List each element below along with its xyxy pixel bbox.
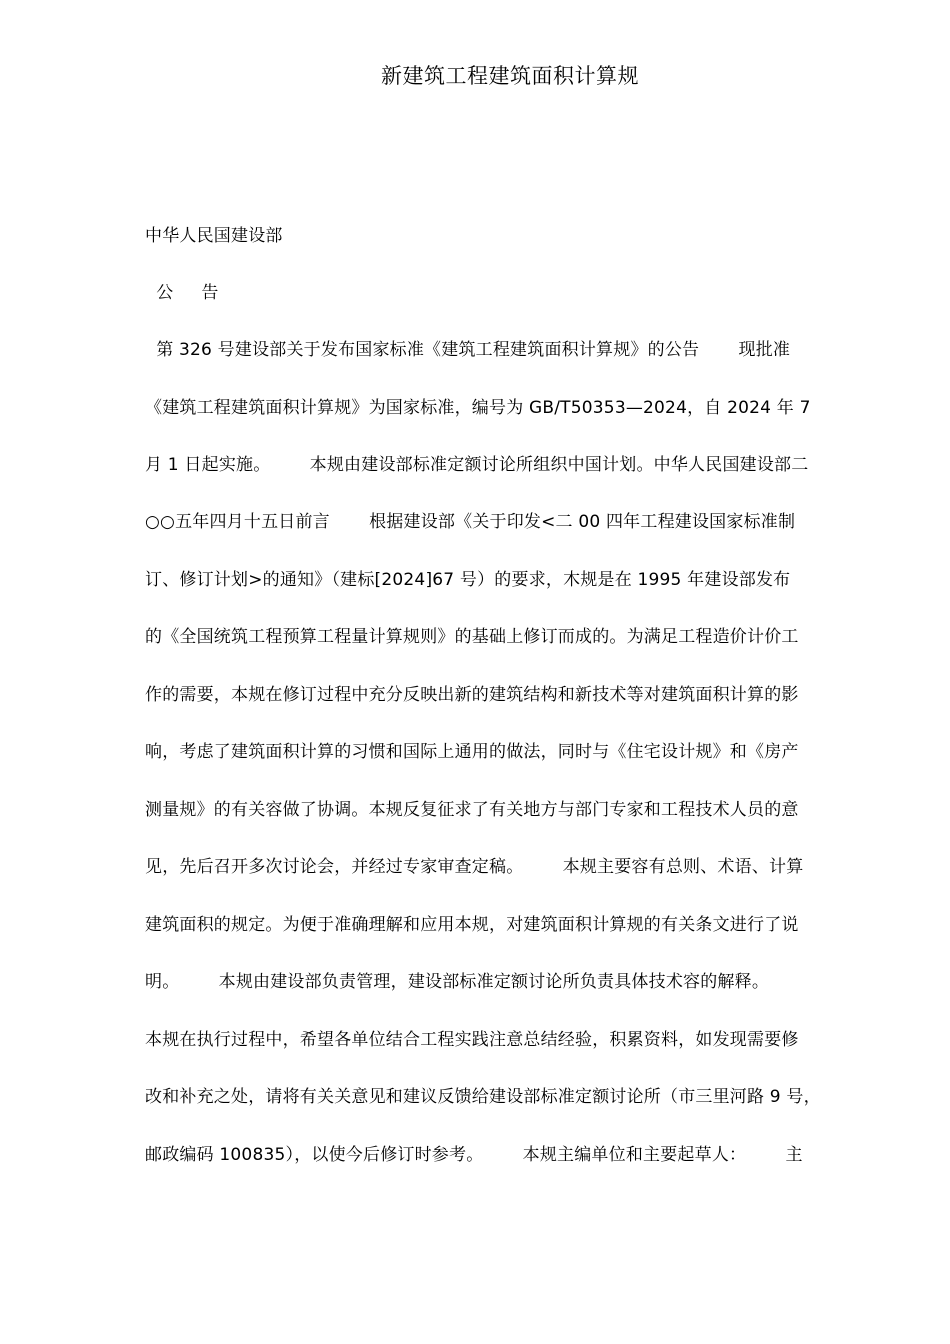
text-line: 《建筑工程建筑面积计算规》为国家标准，编号为 GB/T50353—2024，自 2024 年 7 [145,398,811,418]
text-line: 邮政编码 100835），以使今后修订时参考。 本规主编单位和主要起草人： 主 [145,1145,803,1165]
text-line: 测量规》的有关容做了协调。本规反复征求了有关地方与部门专家和工程技术人员的意 [145,800,799,820]
text-line: 第 326 号建设部关于发布国家标准《建筑工程建筑面积计算规》的公告 现批准 [145,340,791,360]
text-line: 见，先后召开多次讨论会，并经过专家审查定稿。 本规主要容有总则、术语、计算 [145,857,804,877]
text-line: 中华人民国建设部 [145,226,283,246]
text-line: 本规在执行过程中，希望各单位结合工程实践注意总结经验，积累资料，如发现需要修 [145,1030,799,1050]
document-title: 新建筑工程建筑面积计算规 [381,64,639,88]
text-line: 响，考虑了建筑面积计算的习惯和国际上通用的做法，同时与《住宅设计规》和《房产 [145,742,799,762]
text-line: 作的需要，本规在修订过程中充分反映出新的建筑结构和新技术等对建筑面积计算的影 [145,685,799,705]
text-line: ○○五年四月十五日前言 根据建设部《关于印发<二 00 四年工程建设国家标准制 [145,512,796,532]
text-line: 订、修订计划>的通知》（建标[2024]67 号）的要求，木规是在 1995 年建设部发布 [145,570,791,590]
text-line: 公 告 [145,283,219,303]
text-line: 月 1 日起实施。 本规由建设部标准定额讨论所组织中国计划。中华人民国建设部二 [145,455,809,475]
text-line: 的《全国统筑工程预算工程量计算规则》的基础上修订而成的。为满足工程造价计价工 [145,627,799,647]
text-line: 建筑面积的规定。为便于准确理解和应用本规，对建筑面积计算规的有关条文进行了说 [145,915,799,935]
text-line: 明。 本规由建设部负责管理，建设部标准定额讨论所负责具体技术容的解释。 [145,972,770,992]
text-line: 改和补充之处，请将有关关意见和建议反馈给建设部标准定额讨论所（市三里河路 9 号， [145,1087,821,1107]
